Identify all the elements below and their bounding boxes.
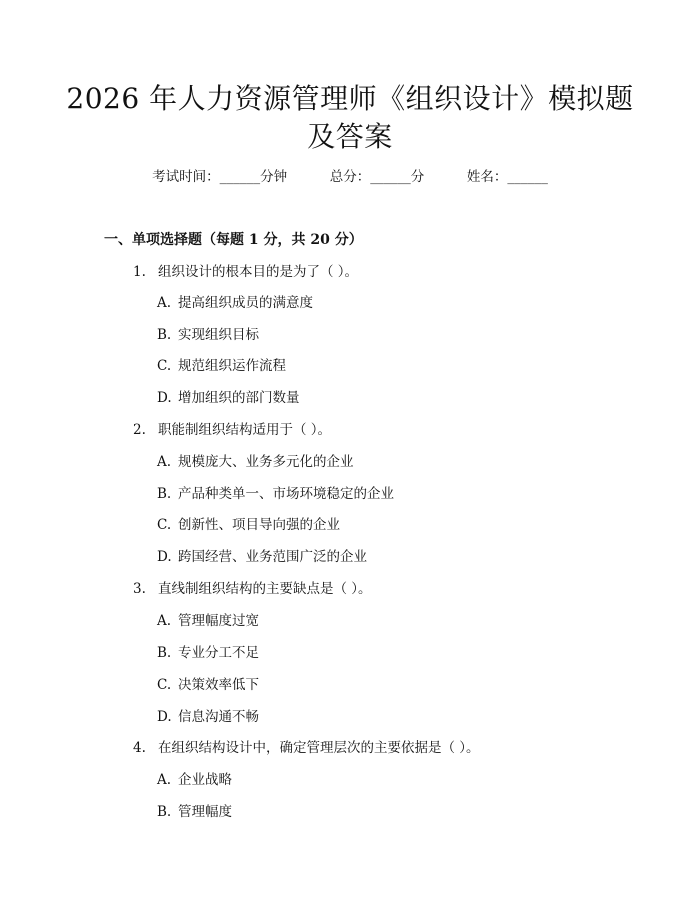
question-text: 在组织结构设计中，确定管理层次的主要依据是（ ）。 (158, 740, 480, 756)
question-4-option-a (157, 770, 232, 790)
question-1-option-b (157, 325, 259, 345)
question-1-option-a (157, 293, 313, 313)
question-number: 4. (133, 740, 146, 756)
section-heading: 一、单项选择题（每题 1 分，共 20 分） (104, 232, 363, 248)
option-letter: C. (157, 358, 172, 374)
question-1 (133, 262, 358, 282)
question-number: 2. (133, 422, 146, 438)
option-letter: B. (157, 486, 172, 502)
option-text: 跨国经营、业务范围广泛的企业 (178, 549, 367, 565)
question-text: 直线制组织结构的主要缺点是（ ）。 (158, 581, 372, 597)
option-text: 提高组织成员的满意度 (178, 295, 313, 311)
option-letter: A. (157, 454, 172, 470)
option-letter: D. (157, 390, 172, 406)
question-3-option-b (157, 643, 259, 663)
question-3-option-d (157, 707, 259, 727)
question-4 (133, 738, 480, 758)
document-title-line-1: 2026 年人力资源管理师《组织设计》模拟题 (66, 82, 634, 115)
question-number: 1. (133, 264, 146, 280)
name-blank: ______ (507, 169, 548, 185)
option-letter: B. (157, 804, 172, 820)
option-text: 增加组织的部门数量 (178, 390, 300, 406)
score-blank: ______ (370, 169, 411, 185)
option-text: 实现组织目标 (178, 327, 259, 343)
question-2 (133, 420, 331, 440)
question-text: 组织设计的根本目的是为了（ ）。 (158, 264, 359, 280)
option-letter: A. (157, 295, 172, 311)
question-1-option-d (157, 388, 300, 408)
question-number: 3. (133, 581, 146, 597)
option-text: 决策效率低下 (178, 677, 259, 693)
question-4-option-b (157, 802, 232, 822)
option-text: 信息沟通不畅 (178, 709, 259, 725)
option-letter: D. (157, 709, 172, 725)
question-2-option-b (157, 484, 394, 504)
option-letter: B. (157, 645, 172, 661)
time-blank: ______ (219, 169, 261, 185)
question-3-option-a (157, 611, 259, 631)
score-unit: 分 (410, 169, 425, 185)
score-label: 总分： (329, 169, 371, 185)
option-letter: D. (157, 549, 172, 565)
question-2-option-a (157, 452, 354, 472)
question-2-option-c (157, 515, 340, 535)
option-text: 产品种类单一、市场环境稳定的企业 (178, 486, 394, 502)
option-text: 规模庞大、业务多元化的企业 (178, 454, 354, 470)
option-text: 创新性、项目导向强的企业 (178, 517, 340, 533)
exam-meta (0, 167, 700, 187)
option-letter: A. (157, 613, 172, 629)
time-label: 考试时间： (152, 169, 220, 185)
option-text: 规范组织运作流程 (178, 358, 286, 374)
question-2-option-d (157, 547, 367, 567)
time-unit: 分钟 (260, 169, 288, 185)
option-letter: C. (157, 517, 172, 533)
option-letter: C. (157, 677, 172, 693)
question-3 (133, 579, 372, 599)
option-text: 专业分工不足 (178, 645, 259, 661)
document-title-line-2: 及答案 (307, 120, 393, 153)
option-letter: B. (157, 327, 172, 343)
question-1-option-c (157, 356, 286, 376)
question-3-option-c (157, 675, 259, 695)
question-text: 职能制组织结构适用于（ ）。 (158, 422, 332, 438)
option-text: 管理幅度 (178, 804, 232, 820)
option-letter: A. (157, 772, 172, 788)
name-label: 姓名： (466, 169, 508, 185)
option-text: 管理幅度过宽 (178, 613, 259, 629)
option-text: 企业战略 (178, 772, 232, 788)
